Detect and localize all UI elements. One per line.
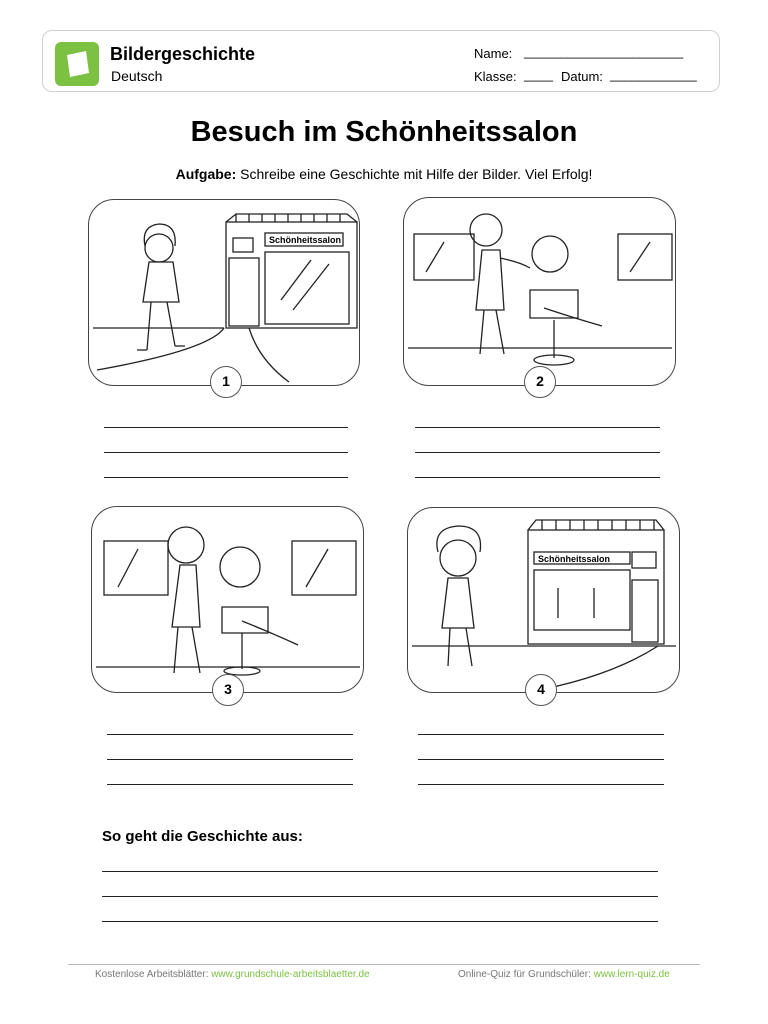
- picture-panel-1: [88, 199, 360, 386]
- salon-sign-text-2: Schönheitssalon: [538, 554, 611, 564]
- write-line-1b[interactable]: [104, 452, 348, 453]
- book-icon: [55, 42, 99, 86]
- write-line-3a[interactable]: [107, 734, 353, 735]
- write-line-2c[interactable]: [415, 477, 660, 478]
- class-label: Klasse:: [474, 69, 517, 84]
- salon-sign-text: Schönheitssalon: [269, 235, 342, 245]
- write-line-3c[interactable]: [107, 784, 353, 785]
- scene-hair-cutting: [92, 507, 365, 694]
- ending-line-3[interactable]: [102, 921, 658, 922]
- name-field[interactable]: ______________________: [524, 44, 684, 59]
- page-title: Besuch im Schönheitssalon: [190, 116, 578, 148]
- footer-divider: [68, 964, 700, 965]
- ending-line-2[interactable]: [102, 896, 658, 897]
- subject-subtitle: Deutsch: [111, 68, 163, 84]
- footer-left-link[interactable]: www.grundschule-arbeitsblaetter.de: [211, 969, 370, 980]
- panel-number-3: 3: [212, 674, 244, 706]
- logo: [55, 42, 99, 86]
- task-instruction: [0, 166, 768, 182]
- scene-girl-outside-salon: [89, 200, 361, 387]
- write-line-4a[interactable]: [418, 734, 664, 735]
- date-field[interactable]: ____________: [610, 67, 697, 82]
- picture-panel-2: [403, 197, 676, 386]
- subject-title: Bildergeschichte: [110, 44, 256, 64]
- class-field[interactable]: ____: [524, 67, 553, 82]
- footer-right: [458, 969, 670, 980]
- picture-panel-4: [407, 507, 680, 693]
- task-text: Schreibe eine Geschichte mit Hilfe der Bilder. Viel Erfolg!: [240, 166, 593, 182]
- ending-heading: So geht die Geschichte aus:: [102, 828, 303, 845]
- footer-right-link[interactable]: www.lern-quiz.de: [593, 969, 670, 980]
- panel-number-1: 1: [210, 366, 242, 398]
- date-label: Datum:: [561, 69, 603, 84]
- write-line-3b[interactable]: [107, 759, 353, 760]
- write-line-4c[interactable]: [418, 784, 664, 785]
- write-line-1c[interactable]: [104, 477, 348, 478]
- write-line-4b[interactable]: [418, 759, 664, 760]
- picture-panel-3: [91, 506, 364, 693]
- name-label: Name:: [474, 46, 513, 61]
- panel-number-4: 4: [525, 674, 557, 706]
- write-line-2b[interactable]: [415, 452, 660, 453]
- write-line-2a[interactable]: [415, 427, 660, 428]
- ending-line-1[interactable]: [102, 871, 658, 872]
- footer-right-label: Online-Quiz für Grundschüler:: [458, 969, 591, 980]
- footer-left-label: Kostenlose Arbeitsblätter:: [95, 969, 209, 980]
- scene-new-hairstyle: [408, 508, 681, 694]
- write-line-1a[interactable]: [104, 427, 348, 428]
- scene-hairdresser: [404, 198, 677, 387]
- panel-number-2: 2: [524, 366, 556, 398]
- footer-left: [95, 969, 370, 980]
- task-label: Aufgabe:: [175, 166, 237, 182]
